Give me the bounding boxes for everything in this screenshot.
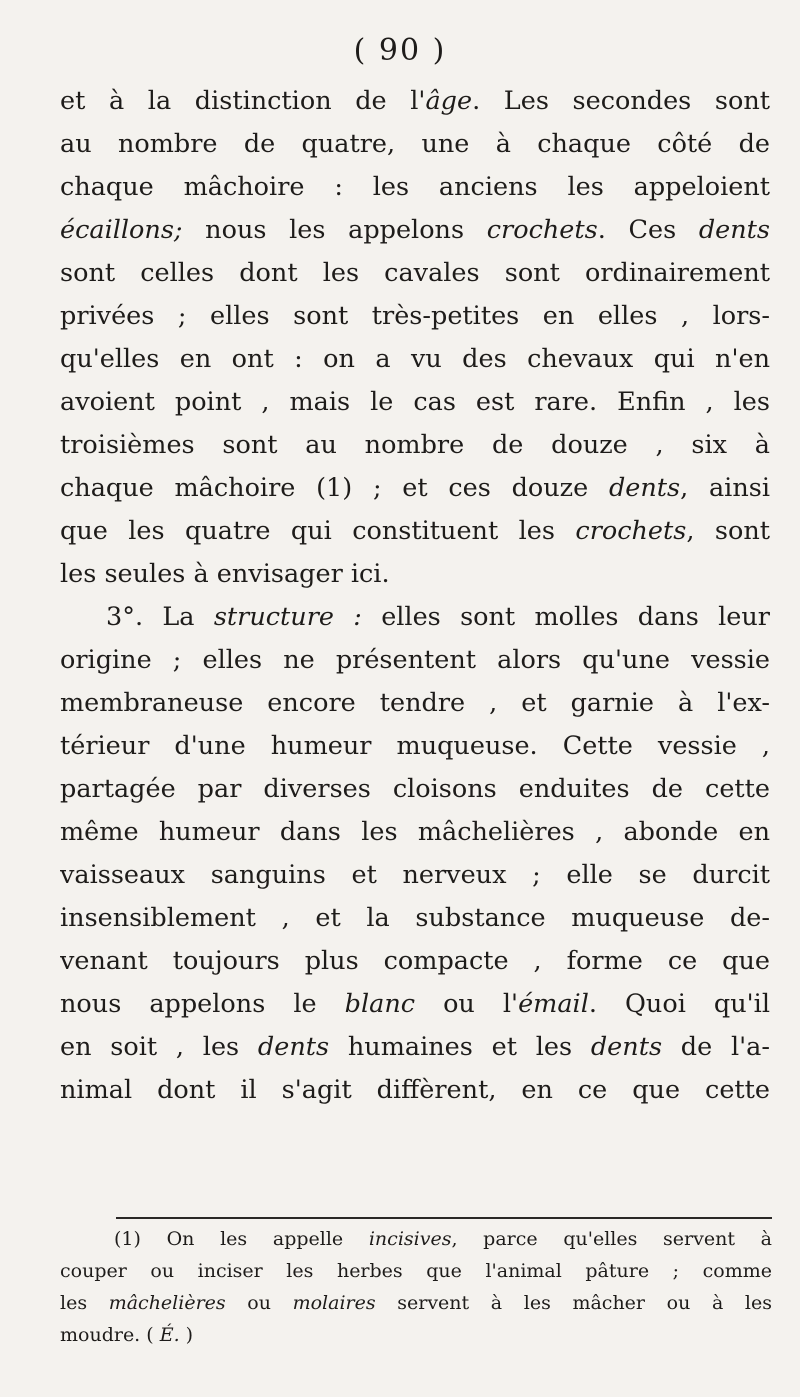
text-line — [60, 1069, 770, 1112]
text-segment: privées ; elles sont très-petites en elles , lors- — [60, 301, 770, 331]
text-segment: avoient point , mais le cas est rare. Enfin , les — [60, 387, 770, 417]
footnote — [60, 1223, 772, 1351]
text-segment: moudre. ( — [60, 1324, 160, 1346]
text-segment: couper ou inciser les herbes que l'animal pâture ; comme — [60, 1260, 772, 1282]
text-line — [60, 424, 770, 467]
text-segment: émail — [518, 989, 589, 1019]
text-segment: ) — [179, 1324, 194, 1346]
text-segment: les — [60, 1292, 109, 1314]
footnote-line — [60, 1287, 772, 1319]
text-line — [60, 166, 770, 209]
text-line — [60, 252, 770, 295]
text-segment: crochets — [575, 516, 687, 546]
text-line — [60, 80, 770, 123]
main-text — [60, 80, 770, 1112]
text-segment: ou l' — [415, 989, 519, 1019]
text-line — [60, 854, 770, 897]
text-segment: et à la distinction de l' — [60, 86, 426, 116]
text-segment: en soit , les — [60, 1032, 258, 1062]
text-segment: venant toujours plus compacte , forme ce que — [60, 946, 770, 976]
text-segment: crochets — [486, 215, 598, 245]
text-segment: . Ces — [597, 215, 699, 245]
text-segment: . Les secondes sont — [472, 86, 770, 116]
text-segment: . Quoi qu'il — [588, 989, 770, 1019]
text-segment: É. — [159, 1324, 180, 1346]
text-line — [60, 983, 770, 1026]
page-number: ( 90 ) — [353, 33, 447, 68]
text-segment: elles sont molles dans leur — [361, 602, 770, 632]
text-segment: de l'a- — [662, 1032, 770, 1062]
text-segment: mâchelières — [108, 1292, 226, 1314]
text-segment: sont celles dont les cavales sont ordinairement — [60, 258, 770, 288]
text-segment: ou — [225, 1292, 293, 1314]
text-line — [60, 897, 770, 940]
text-segment: , sont — [686, 516, 770, 546]
text-line — [60, 596, 770, 639]
text-segment: incisives — [368, 1228, 452, 1250]
text-line — [60, 811, 770, 854]
footnote-line — [60, 1223, 772, 1255]
text-segment: insensiblement , et la substance muqueuse de- — [60, 903, 770, 933]
text-segment: térieur d'une humeur muqueuse. Cette vessie , — [60, 731, 770, 761]
text-segment: dents — [590, 1032, 663, 1062]
text-segment: (1) On les appelle — [114, 1228, 369, 1250]
text-segment: dents — [698, 215, 770, 245]
text-segment: que les quatre qui constituent les — [60, 516, 576, 546]
text-segment: structure : — [213, 602, 362, 632]
text-segment: âge — [425, 86, 473, 116]
text-line — [60, 1026, 770, 1069]
text-line — [60, 467, 770, 510]
text-segment: blanc — [344, 989, 416, 1019]
text-segment: membraneuse encore tendre , et garnie à l'ex- — [60, 688, 770, 718]
text-line — [60, 639, 770, 682]
text-line — [60, 768, 770, 811]
text-line — [60, 381, 770, 424]
text-segment: nimal dont il s'agit diffèrent, en ce que cette — [60, 1075, 770, 1105]
text-segment: qu'elles en ont : on a vu des chevaux qui n'en — [60, 344, 770, 374]
text-segment: molaires — [292, 1292, 376, 1314]
text-segment: même humeur dans les mâchelières , abonde en — [60, 817, 770, 847]
footnote-line — [60, 1255, 772, 1287]
text-segment: origine ; elles ne présentent alors qu'une vessie — [60, 645, 770, 675]
footnote-line — [60, 1319, 772, 1351]
text-segment: partagée par diverses cloisons enduites de cette — [60, 774, 770, 804]
text-segment: nous les appelons — [182, 215, 487, 245]
text-segment: dents — [608, 473, 681, 503]
text-line — [60, 123, 770, 166]
text-segment: au nombre de quatre, une à chaque côté de — [60, 129, 770, 159]
text-segment: servent à les mâcher ou à les — [375, 1292, 772, 1314]
text-line — [60, 682, 770, 725]
text-line — [60, 940, 770, 983]
text-segment: , parce qu'elles servent à — [451, 1228, 772, 1250]
text-line — [60, 510, 770, 553]
text-segment: humaines et les — [329, 1032, 591, 1062]
text-line — [60, 553, 770, 596]
text-segment: chaque mâchoire (1) ; et ces douze — [60, 473, 609, 503]
footnote-rule — [116, 1217, 772, 1219]
text-segment: nous appelons le — [60, 989, 345, 1019]
text-segment: écaillons; — [60, 215, 183, 245]
text-line — [60, 295, 770, 338]
text-segment: chaque mâchoire : les anciens les appeloient — [60, 172, 770, 202]
text-line — [60, 338, 770, 381]
text-segment: troisièmes sont au nombre de douze , six à — [60, 430, 770, 460]
text-segment: les seules à envisager ici. — [60, 559, 390, 589]
text-line — [60, 725, 770, 768]
text-segment: 3°. La — [106, 602, 214, 632]
text-line — [60, 209, 770, 252]
text-segment: , ainsi — [680, 473, 770, 503]
text-segment: dents — [257, 1032, 330, 1062]
text-segment: vaisseaux sanguins et nerveux ; elle se durcit — [60, 860, 770, 890]
